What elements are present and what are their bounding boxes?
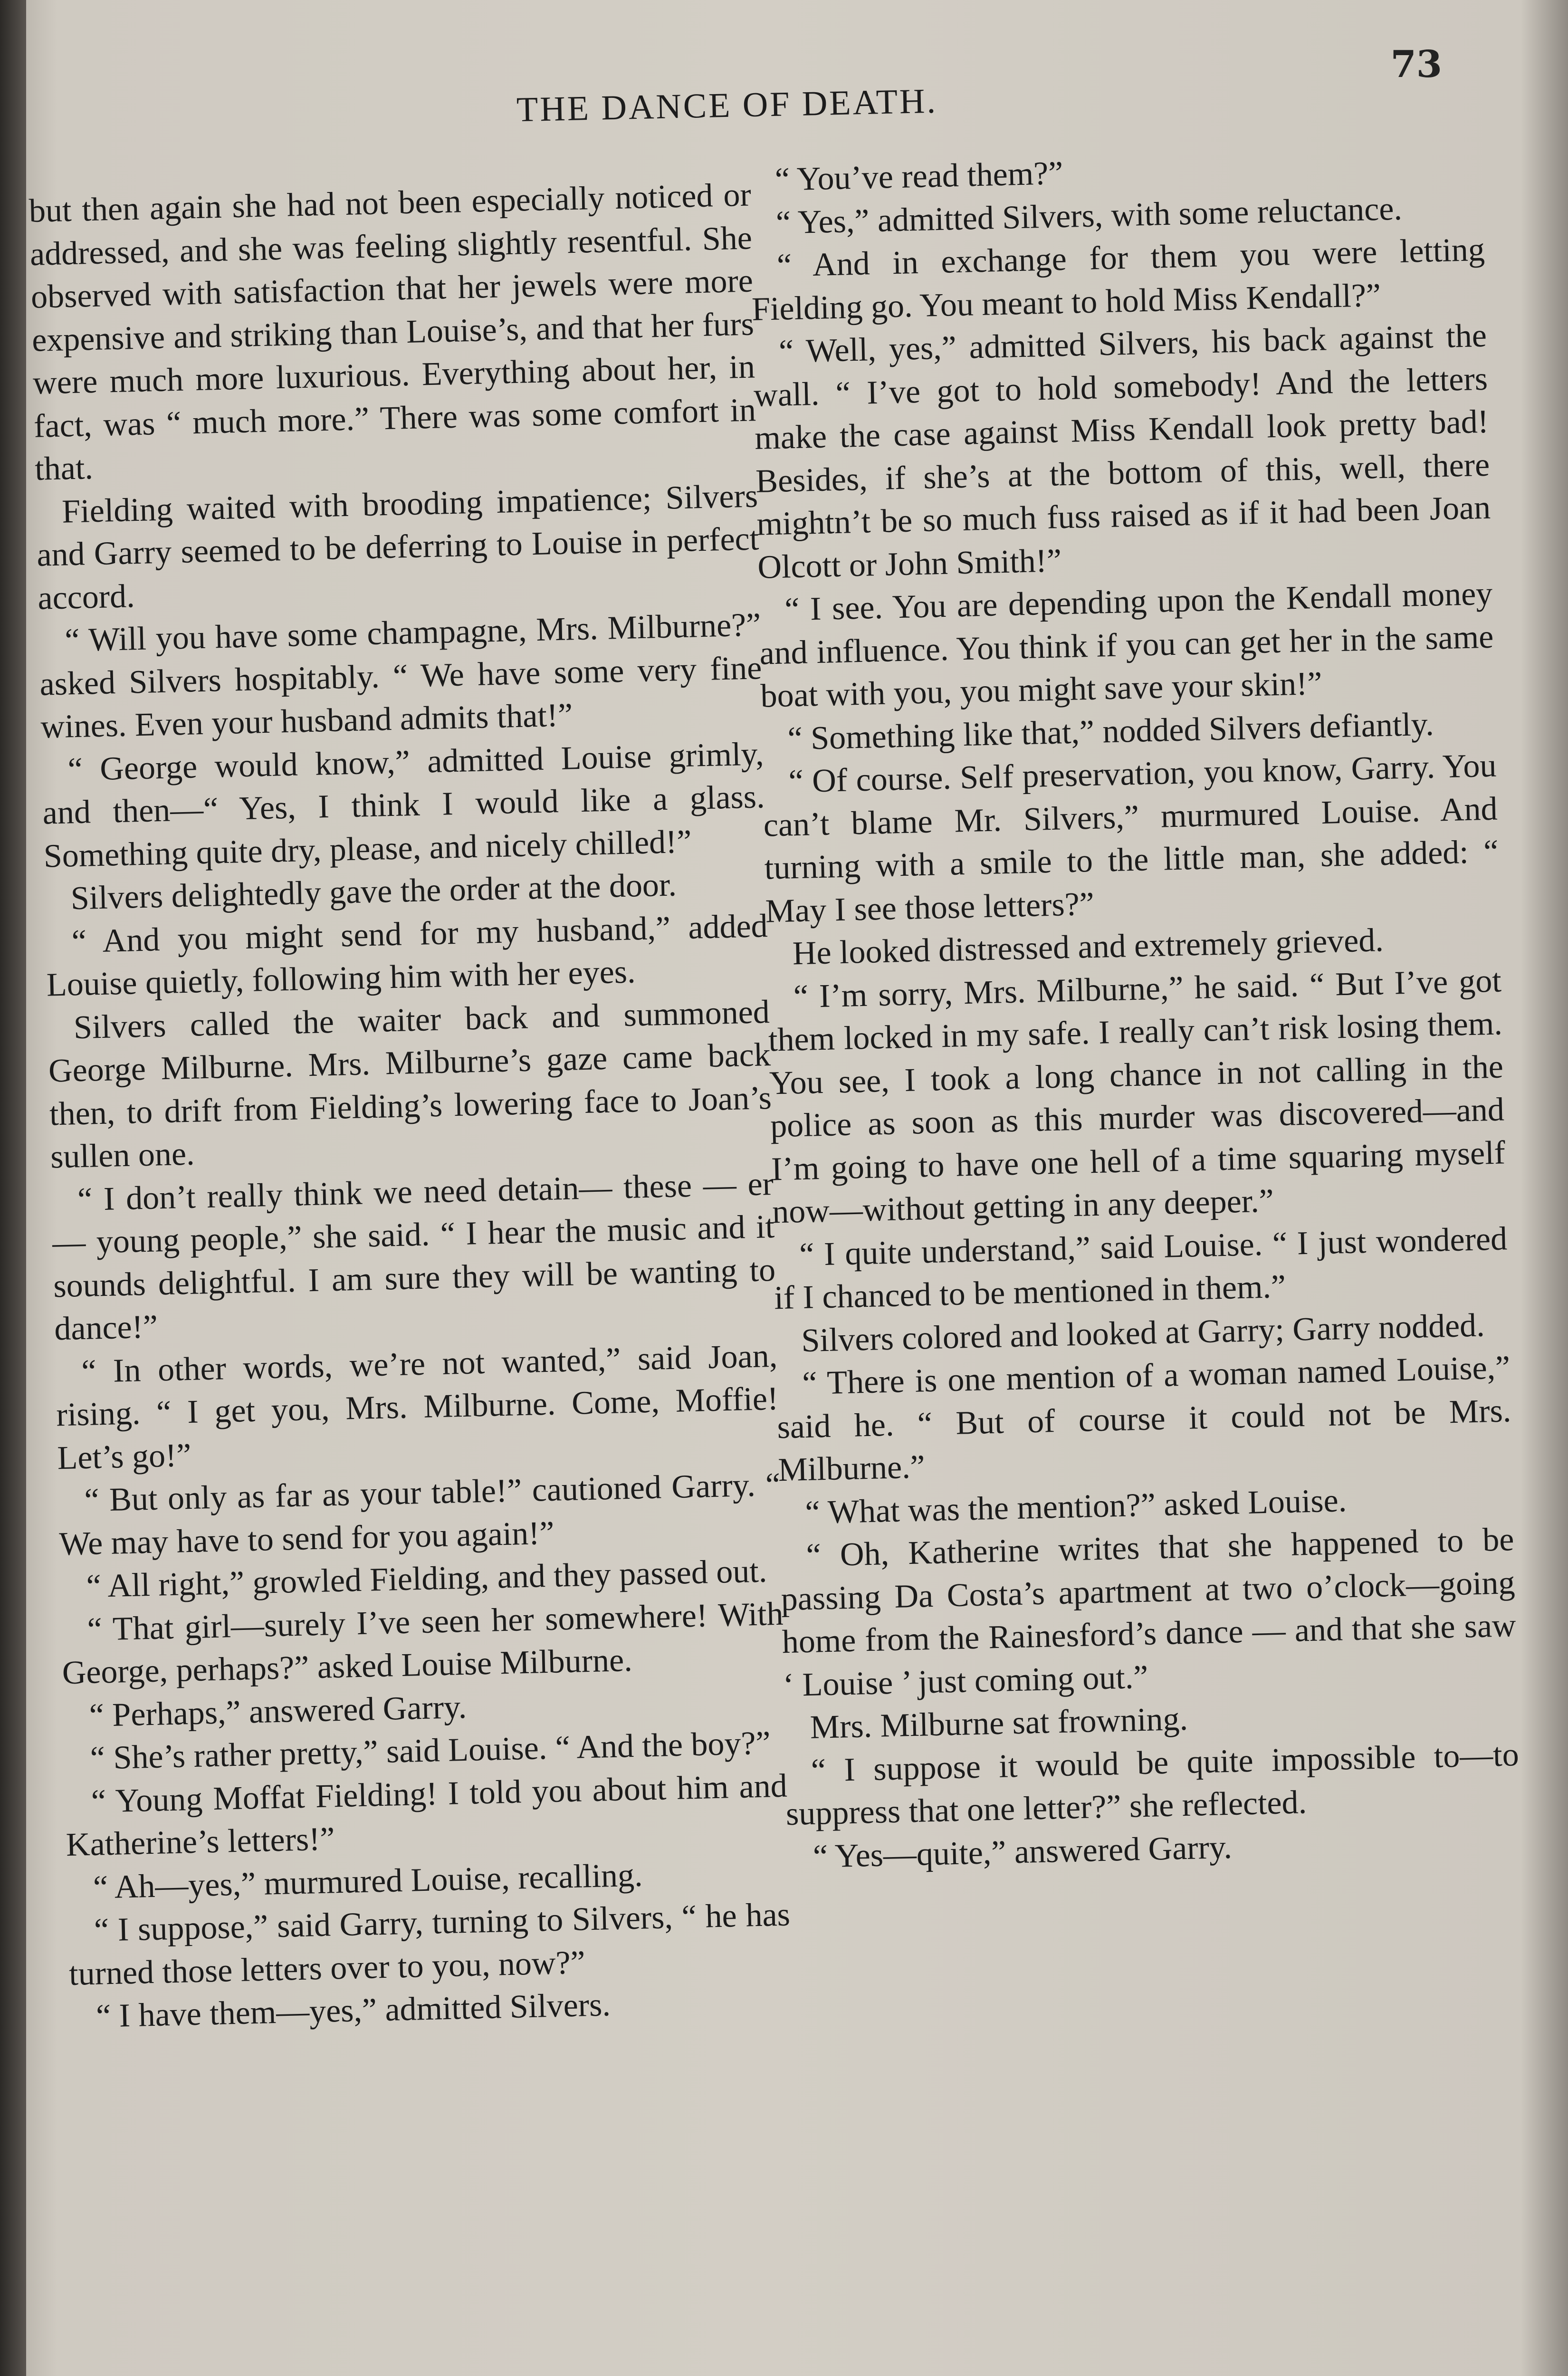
paragraph: “ In other words, we’re not wanted,” said Joan, rising. “ I get you, Mrs. Milburne. Come, Moffie! Let’s go!” <box>56 1337 779 1476</box>
paragraph: “ There is one mention of a woman named Louise,” said he. “ But of course it could not be Mrs. Milburne.” <box>776 1349 1512 1489</box>
paragraph: “ George would know,” admitted Louise grimly, and then—“ Yes, I think I would like a glass. Something quite dry, please, and nicely chilled!” <box>42 735 765 875</box>
running-head: THE DANCE OF DEATH. <box>516 81 938 130</box>
paragraph: “ Ah—yes,” murmured Louise, recalling. <box>93 1857 643 1906</box>
paragraph: “ Of course. Self preservation, you know, Garry. You can’t blame Mr. Silvers,” murmured Louise. And turning with a smile to the little man, she added: “ May I see those letters?” <box>763 747 1499 930</box>
paragraph: “ I don’t really think we need detain— these — er — young people,” she said. “ I hear the music and it sounds delightful. I am sure they will be wanting to dance!” <box>52 1165 776 1348</box>
paragraph: Mrs. Milburne sat frowning. <box>810 1700 1188 1746</box>
paragraph: “ Something like that,” nodded Silvers defiantly. <box>787 706 1434 757</box>
paragraph: “ And in exchange for them you were letting Fielding go. You meant to hold Miss Kendall?” <box>751 231 1485 328</box>
paragraph: Silvers delightedly gave the order at the door. <box>70 866 677 917</box>
page-number: 73 <box>1390 43 1442 86</box>
right-column <box>748 143 1521 1879</box>
paragraph: “ Yes,” admitted Silvers, with some reluctance. <box>775 190 1403 241</box>
paragraph: “ I see. You are depending upon the Kendall money and influence. You think if you can get her in the same boat with you, you might save your skin!” <box>759 575 1494 715</box>
paragraph: “ And you might send for my husband,” added Louise quietly, following him with her eyes. <box>46 907 768 1004</box>
paragraph: “ Oh, Katherine writes that she happened to be passing Da Costa’s apartment at two o’clock—going home from the Rainesford’s dance — and that she saw ‘ Louise ’ just coming out.” <box>780 1521 1517 1704</box>
paragraph: “ Perhaps,” answered Garry. <box>88 1688 467 1734</box>
paragraph: “ That girl—surely I’ve seen her somewhere! With George, perhaps?” asked Louise Milburne. <box>61 1595 784 1692</box>
paragraph: but then again she had not been especially noticed or addressed, and she was feeling slightly resentful. She observed with satisfaction that her jewels were more expensive and striking than Louise’s, and that her furs were much more luxurious. Everything about her, in fact, was “ much more.” There was some comfort in that. <box>29 176 756 488</box>
left-column <box>29 174 793 2039</box>
paragraph: Fielding waited with brooding impatience; Silvers and Garry seemed to be deferring to Louise in perfect accord. <box>36 477 759 617</box>
paragraph: “ She’s rather pretty,” said Louise. “ And the boy?” <box>90 1725 771 1777</box>
paragraph: “ But only as far as your table!” cautioned Garry. “ We may have to send for you again!” <box>58 1466 781 1562</box>
paragraph: “ I suppose it would be quite impossible to—to suppress that one letter?” she reflected. <box>785 1736 1520 1833</box>
paragraph: “ You’ve read them?” <box>774 154 1064 198</box>
paragraph: Silvers called the waiter back and summoned George Milburne. Mrs. Milburne’s gaze came back then, to drift from Fielding’s lowering face to Joan’s sullen one. <box>48 993 772 1176</box>
paragraph: “ Young Moffat Fielding! I told you about him and Katherine’s letters!” <box>66 1767 788 1864</box>
paragraph: “ All right,” growled Fielding, and they passed out. <box>86 1552 768 1605</box>
paragraph: “ Well, yes,” admitted Silvers, his back against the wall. “ I’ve got to hold somebody! And the letters make the case against Miss Kendall look pretty bad! Besides, if she’s at the bottom of this, well, there mightn’t be so much fuss raised as if it had been Joan Olcott or John Smith!” <box>753 317 1491 586</box>
paragraph: “ I quite understand,” said Louise. “ I just wondered if I chanced to be mentioned in them.” <box>774 1220 1508 1317</box>
paragraph: “ I’m sorry, Mrs. Milburne,” he said. “ But I’ve got them locked in my safe. I really can’t risk losing them. You see, I took a long chance in not calling in the police as soon as this murder was discovered—and I’m going to have one hell of a time squaring myself now—without getting in any deeper.” <box>768 962 1506 1231</box>
paragraph: Silvers colored and looked at Garry; Garry nodded. <box>801 1306 1485 1359</box>
paragraph: “ I have them—yes,” admitted Silvers. <box>96 1986 611 2035</box>
paragraph: “ Will you have some champagne, Mrs. Milburne?” asked Silvers hospitably. “ We have some very fine wines. Even your husband admits that!” <box>39 606 763 746</box>
paragraph: “ Yes—quite,” answered Garry. <box>813 1829 1233 1875</box>
paragraph: He looked distressed and extremely grieved. <box>792 922 1384 972</box>
paragraph: “ I suppose,” said Garry, turning to Silvers, “ he has turned those letters over to you, now?” <box>68 1896 791 1993</box>
paragraph: “ What was the mention?” asked Louise. <box>804 1482 1347 1531</box>
book-gutter <box>0 0 26 2376</box>
